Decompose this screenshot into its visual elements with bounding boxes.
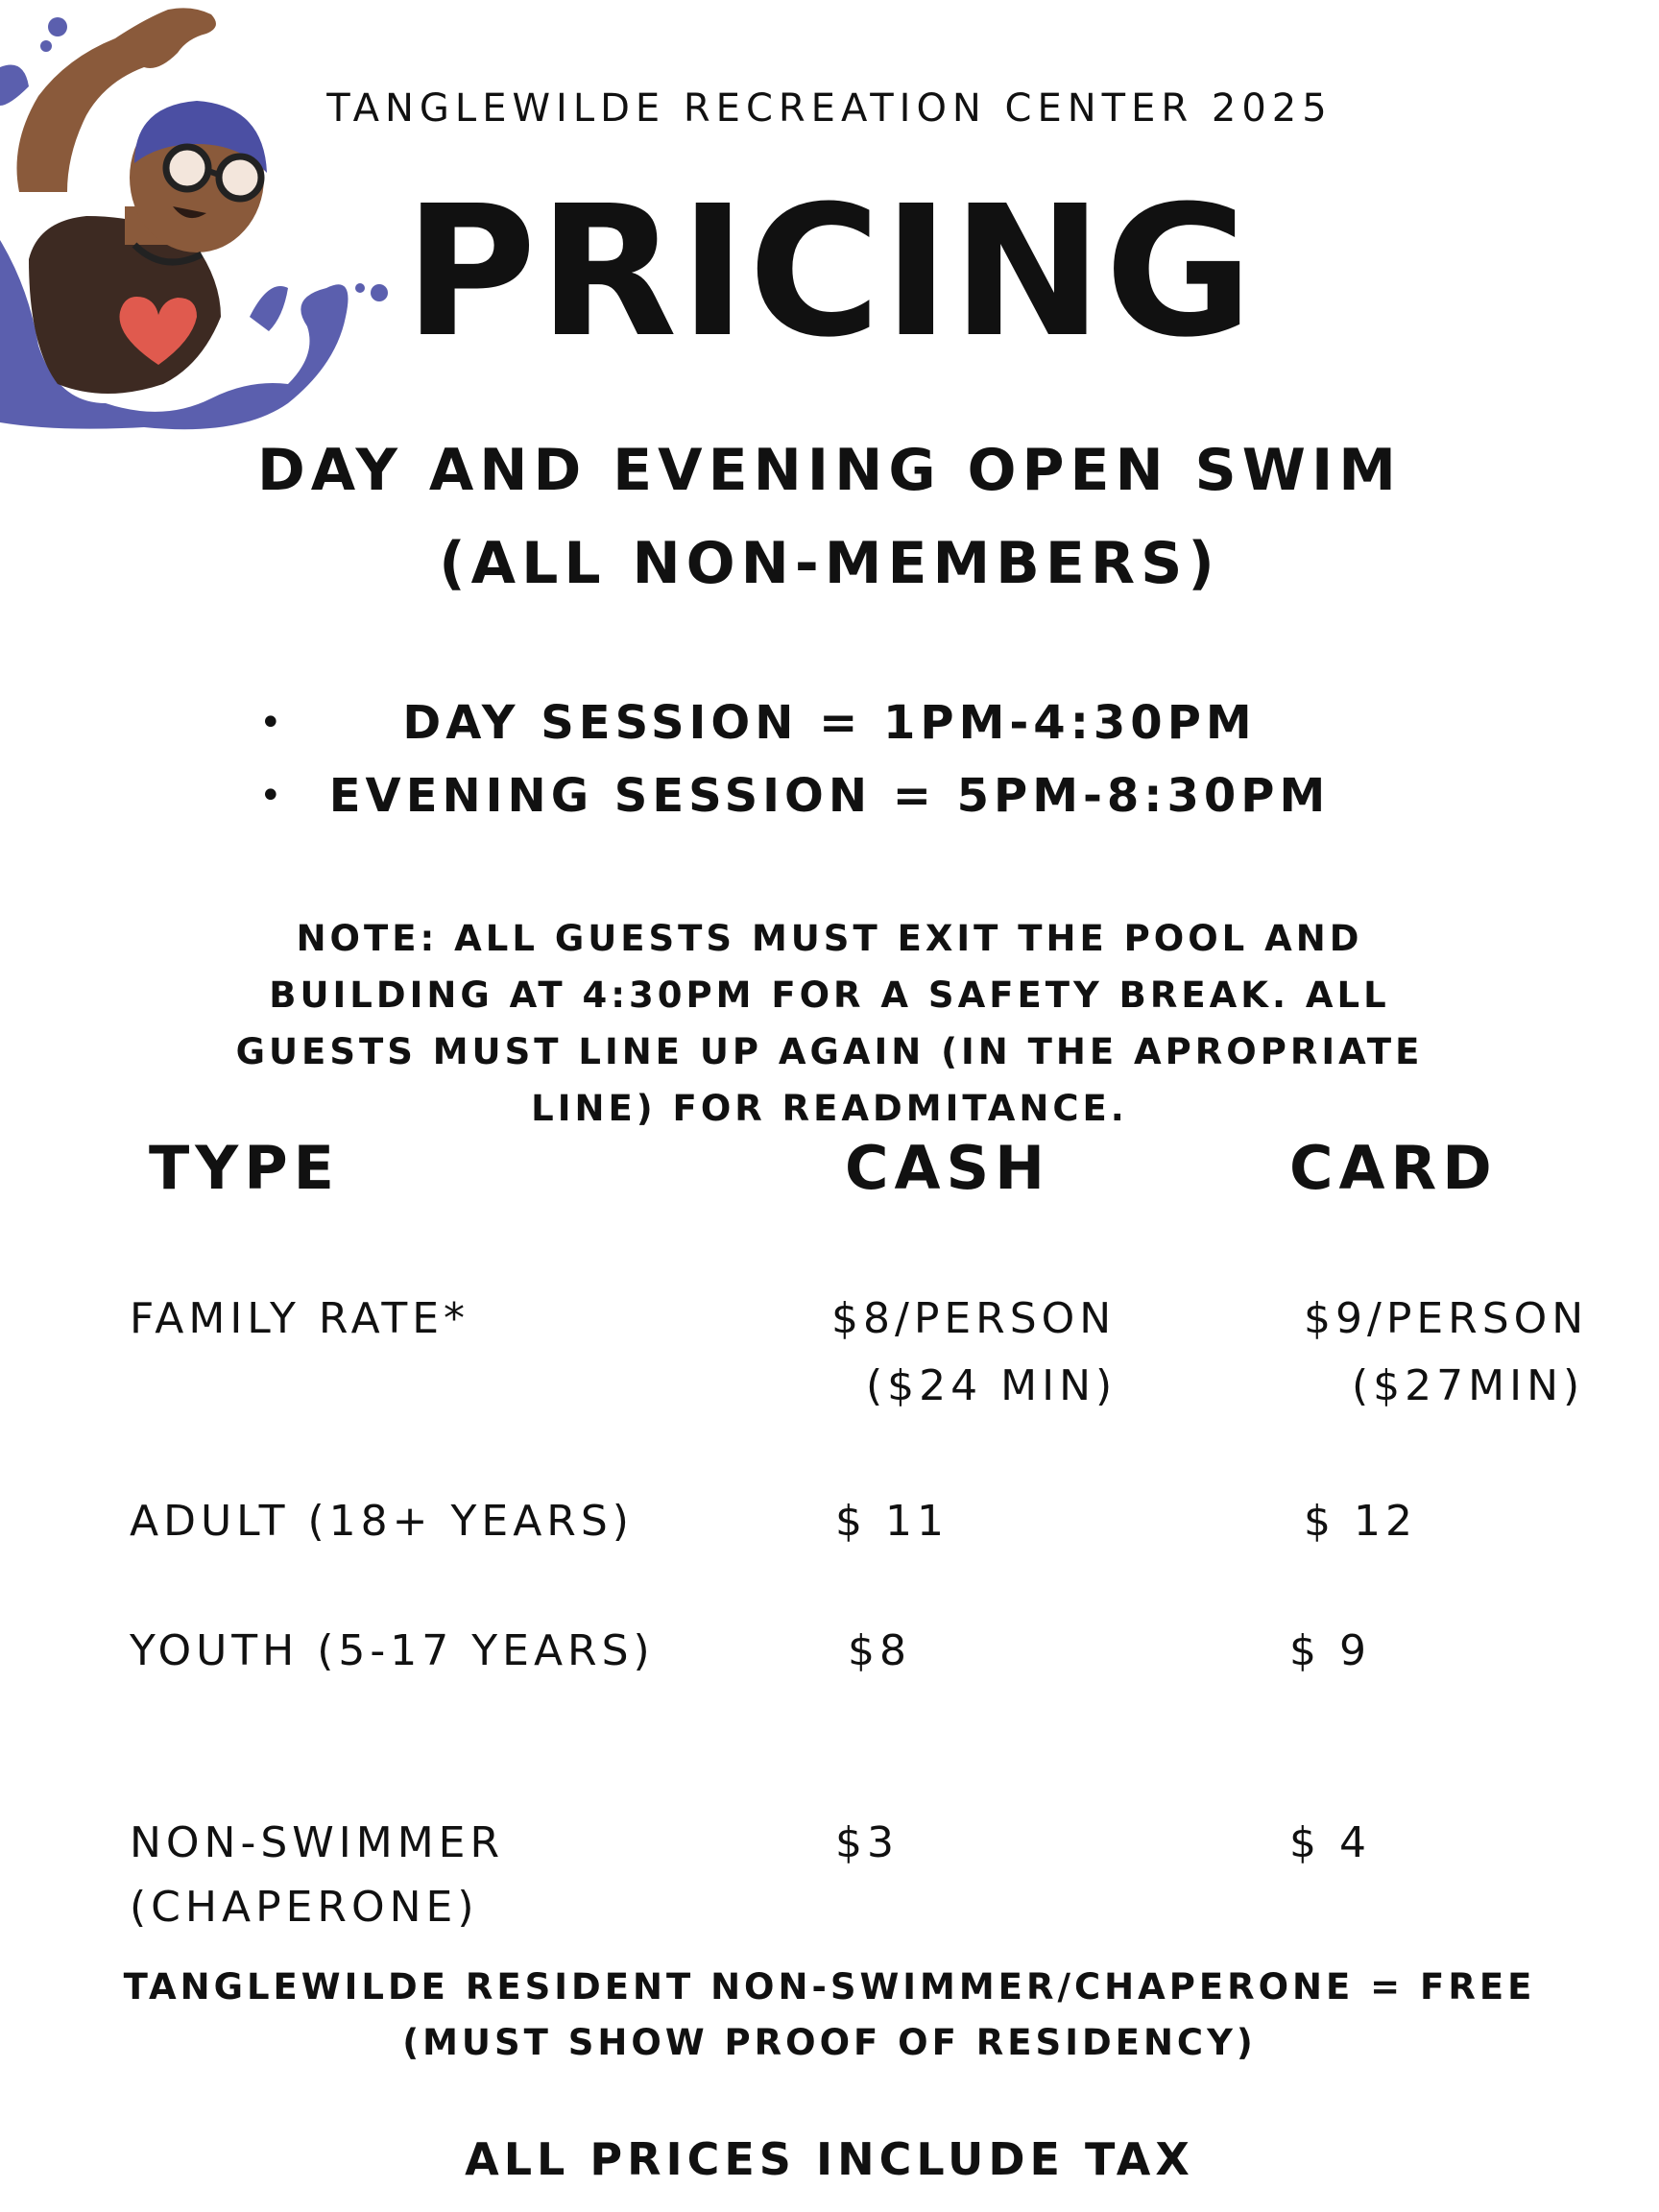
- bullet-icon: •: [259, 774, 282, 818]
- row-type-youth: YOUTH (5-17 YEARS): [130, 1626, 655, 1675]
- water-drop: [48, 17, 67, 36]
- column-header-card: CARD: [1289, 1133, 1498, 1203]
- section-subheading: (ALL NON-MEMBERS): [439, 530, 1220, 597]
- safety-note: NOTE: ALL GUESTS MUST EXIT THE POOL AND BUILDING AT 4:30PM FOR A SAFETY BREAK. ALL GUESTS MUST LINE UP AGAIN (IN THE APROPRIATE LINE) FOR READMITANCE.: [235, 918, 1424, 1129]
- resident-note: TANGLEWILDE RESIDENT NON-SWIMMER/CHAPERONE = FREE: [123, 1966, 1536, 2008]
- water-drop: [40, 40, 52, 52]
- row-type-nonswimmer: NON-SWIMMER: [130, 1818, 505, 1867]
- column-header-type: TYPE: [149, 1133, 340, 1203]
- day-session: DAY SESSION = 1PM-4:30PM: [402, 696, 1257, 750]
- row-card-youth: $ 9: [1289, 1626, 1371, 1675]
- row-card-nonswimmer: $ 4: [1289, 1818, 1371, 1867]
- row-cash-adult: $ 11: [835, 1497, 949, 1546]
- residency-proof-note: (MUST SHOW PROOF OF RESIDENCY): [402, 2022, 1257, 2063]
- organization-name: TANGLEWILDE RECREATION CENTER 2025: [326, 86, 1333, 131]
- row-cash-family: $8/PERSON: [831, 1294, 1117, 1343]
- row-card-adult: $ 12: [1304, 1497, 1417, 1546]
- row-cash-youth: $8: [848, 1626, 911, 1675]
- row-type-adult: ADULT (18+ YEARS): [130, 1497, 634, 1546]
- page-title: PRICING: [403, 167, 1256, 377]
- row-type-family: FAMILY RATE*: [130, 1294, 469, 1343]
- row-cash-nonswimmer: $3: [835, 1818, 899, 1867]
- section-heading: DAY AND EVENING OPEN SWIM: [257, 437, 1402, 504]
- bullet-icon: •: [259, 701, 282, 745]
- row-card-family: $9/PERSON: [1304, 1294, 1589, 1343]
- column-header-cash: CASH: [845, 1133, 1051, 1203]
- row-cash-family-min: ($24 MIN): [866, 1361, 1118, 1410]
- row-type-nonswimmer-sub: (CHAPERONE): [130, 1883, 479, 1932]
- evening-session: EVENING SESSION = 5PM-8:30PM: [328, 769, 1331, 823]
- row-card-family-min: ($27MIN): [1352, 1361, 1585, 1410]
- tax-note: ALL PRICES INCLUDE TAX: [465, 2133, 1194, 2185]
